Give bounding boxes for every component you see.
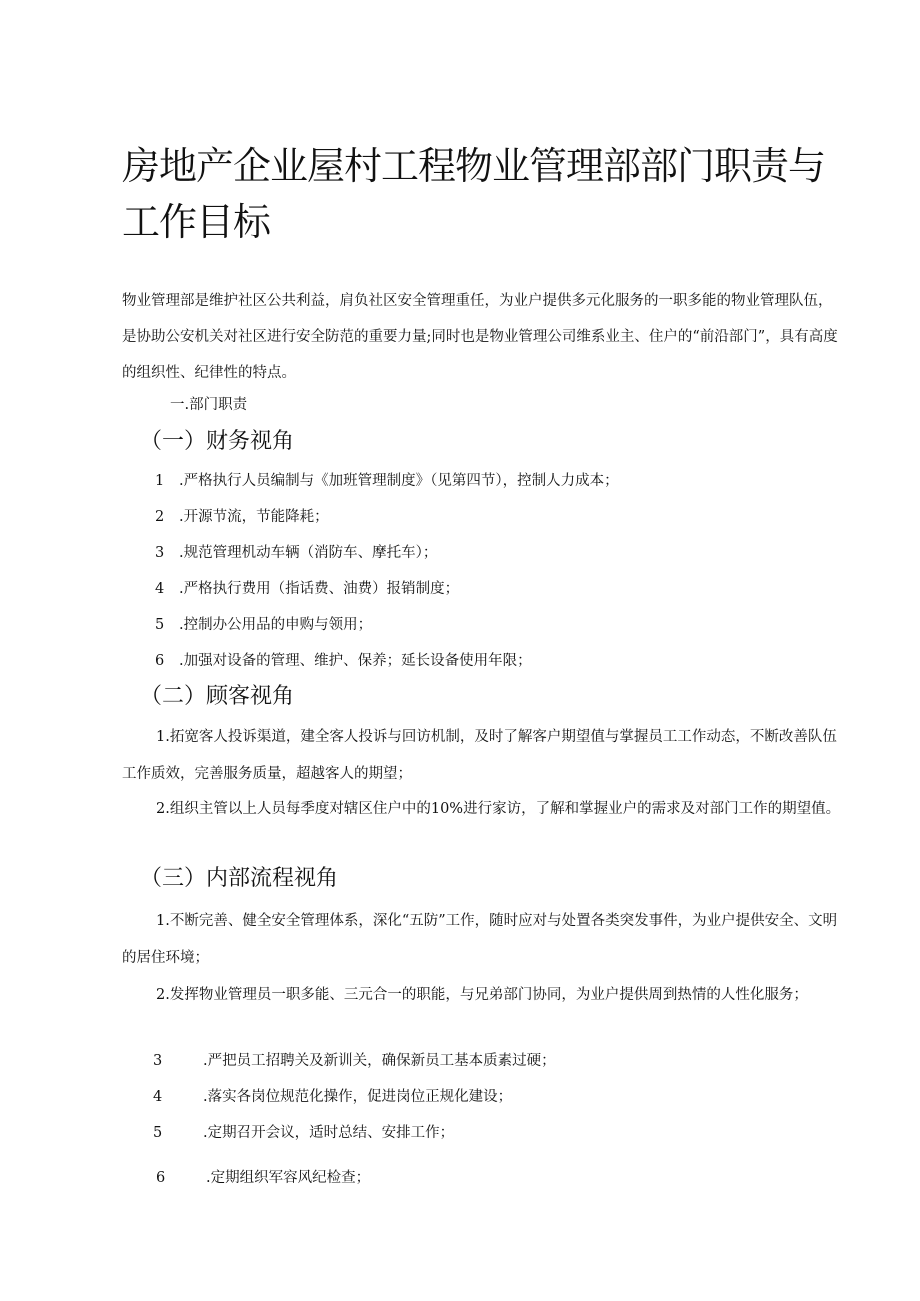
item-text: .控制办公用品的申购与领用； xyxy=(179,617,373,633)
internal-item xyxy=(153,1121,454,1145)
item-number: 4 xyxy=(155,581,165,597)
heading-customer: （二）顾客视角 xyxy=(140,684,295,709)
finance-item xyxy=(155,541,437,565)
finance-item xyxy=(155,505,329,529)
document-title: 房地产企业屋村工程物业管理部部门职责与工作目标 xyxy=(122,144,826,244)
item-number: 2 xyxy=(156,987,166,1003)
item-number: 5 xyxy=(153,1125,163,1141)
item-text: .定期召开会议，适时总结、安排工作； xyxy=(203,1125,455,1141)
item-text: .定期组织军容风纪检查； xyxy=(206,1170,371,1186)
item-number: 3 xyxy=(155,545,165,561)
item-text: .发挥物业管理员一职多能、三元合一的职能，与兄弟部门协同，为业户提供周到热情的人性化服务； xyxy=(165,987,808,1003)
item-text: .开源节流，节能降耗； xyxy=(179,509,329,525)
item-text: .不断完善、健全安全管理体系，深化“五防”工作，随时应对与处置各类突发事件，为业户提供安全、文明的居住环境； xyxy=(122,913,838,966)
item-text: .加强对设备的管理、维护、保养；延长设备使用年限； xyxy=(179,653,532,669)
item-number: 3 xyxy=(153,1053,163,1069)
heading-internal-process: （三）内部流程视角 xyxy=(140,866,339,891)
finance-item xyxy=(155,577,459,601)
finance-item xyxy=(155,649,532,673)
item-text: .严格执行费用（指话费、油费）报销制度； xyxy=(179,581,460,597)
internal-item xyxy=(156,1166,370,1190)
item-number: 2 xyxy=(156,801,166,817)
item-text: .落实各岗位规范化操作，促进岗位正规化建设； xyxy=(203,1089,513,1105)
internal-item xyxy=(153,1085,512,1109)
item-text: .组织主管以上人员每季度对辖区住户中的10%进行家访，了解和掌握业户的需求及对部门工作的期望值。 xyxy=(165,801,841,817)
item-number: 1 xyxy=(155,473,165,489)
item-text: .严把员工招聘关及新训关，确保新员工基本质素过硬； xyxy=(203,1053,556,1069)
item-number: 1 xyxy=(156,729,166,745)
finance-item xyxy=(155,613,372,637)
item-number: 2 xyxy=(155,509,165,525)
finance-item xyxy=(155,469,619,493)
section-heading-dept-duties: 一.部门职责 xyxy=(170,397,248,413)
item-number: 6 xyxy=(156,1170,166,1186)
item-text: .拓宽客人投诉渠道，建全客人投诉与回访机制，及时了解客户期望值与掌握员工工作动态，不断改善队伍工作质效，完善服务质量，超越客人的期望； xyxy=(122,729,837,782)
item-number: 5 xyxy=(155,617,165,633)
item-number: 6 xyxy=(155,653,165,669)
heading-finance: （一）财务视角 xyxy=(140,429,295,454)
item-text: .严格执行人员编制与《加班管理制度》（见第四节），控制人力成本； xyxy=(179,473,619,489)
internal-item xyxy=(122,903,844,977)
item-number: 1 xyxy=(156,913,166,929)
intro-paragraph: 物业管理部是维护社区公共利益，肩负社区安全管理重任，为业户提供多元化服务的一职多能的物业管理队伍，是协助公安机关对社区进行安全防范的重要力量;同时也是物业管理公司维系业主、住户的“前沿部门”，具有高度的组织性、纪律性的特点。 xyxy=(122,293,838,381)
internal-item xyxy=(122,977,844,1014)
customer-item xyxy=(122,791,844,828)
internal-item xyxy=(153,1049,556,1073)
item-number: 4 xyxy=(153,1089,163,1105)
item-text: .规范管理机动车辆（消防车、摩托车）； xyxy=(179,545,438,561)
customer-item xyxy=(122,719,844,793)
